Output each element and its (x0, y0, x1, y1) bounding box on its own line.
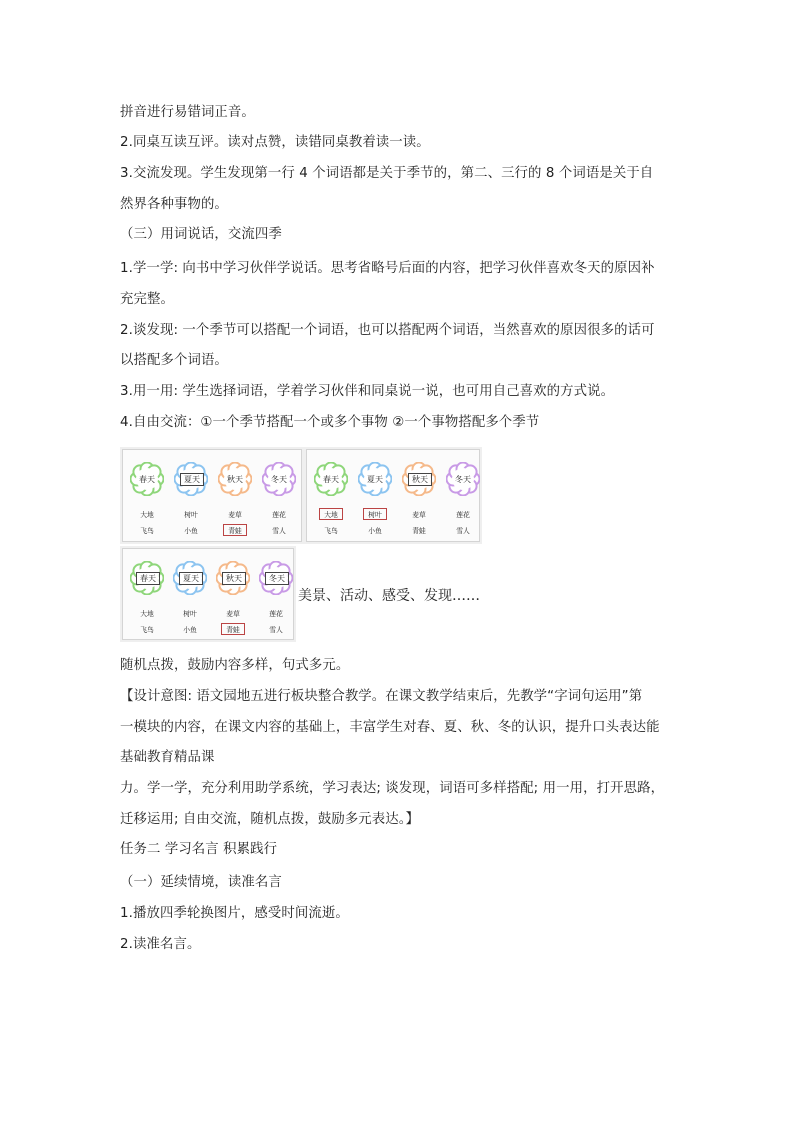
design-intent-line: 迁移运用; 自由交流，随机点拨，鼓励多元表达。】 (120, 812, 420, 827)
season-label: 春天 (323, 475, 339, 484)
paragraph-line: 充完整。 (120, 292, 174, 307)
nature-word: 小鱼 (368, 527, 382, 535)
nature-word: 飞鸟 (140, 626, 154, 634)
paragraph-line: 2.同桌互读互评。读对点赞，读错同桌教着读一读。 (120, 135, 430, 150)
season-matching-figure (120, 447, 504, 639)
nature-word: 雪人 (269, 626, 283, 634)
paragraph-line: 以搭配多个词语。 (120, 353, 228, 368)
nature-word: 麦草 (226, 610, 240, 618)
nature-word: 小鱼 (184, 527, 198, 535)
paragraph-line: 然界各种事物的。 (120, 197, 228, 212)
season-label: 春天 (139, 475, 155, 484)
season-label: 冬天 (271, 475, 287, 484)
season-label: 夏天 (367, 475, 383, 484)
nature-word: 莲花 (272, 511, 286, 519)
nature-word: 雪人 (456, 527, 470, 535)
nature-word: 大地 (140, 511, 154, 519)
nature-word: 树叶 (364, 509, 386, 519)
paragraph-line: 拼音进行易错词正音。 (120, 105, 255, 120)
design-intent-line: 力。学一学，充分利用助学系统，学习表达; 谈发现，词语可多样搭配; 用一用，打开思路， (120, 781, 665, 796)
nature-word: 大地 (140, 610, 154, 618)
paragraph-line: 2.读准名言。 (120, 937, 201, 952)
watermark-text: 基础教育精品课 (120, 750, 215, 765)
nature-word: 麦草 (412, 511, 426, 519)
nature-word: 麦草 (228, 511, 242, 519)
section-heading: （三）用词说话，交流四季 (120, 227, 282, 242)
nature-word: 树叶 (184, 511, 198, 519)
season-label: 冬天 (455, 475, 471, 484)
nature-word: 雪人 (272, 527, 286, 535)
nature-word: 青蛙 (224, 525, 246, 535)
design-intent-line: 一模块的内容，在课文内容的基础上，丰富学生对春、夏、秋、冬的认识，提升口头表达能 (120, 720, 660, 735)
nature-word: 莲花 (456, 511, 470, 519)
nature-word: 青蛙 (412, 527, 426, 535)
season-label: 秋天 (222, 572, 246, 585)
paragraph-line: 4.自由交流：①一个季节搭配一个或多个事物 ②一个事物搭配多个季节 (120, 415, 540, 430)
season-label: 秋天 (227, 475, 243, 484)
nature-word: 飞鸟 (324, 527, 338, 535)
season-label: 冬天 (265, 572, 289, 585)
nature-word: 飞鸟 (140, 527, 154, 535)
section-heading: （一）延续情境，读准名言 (120, 875, 282, 890)
figure-continuation-text: 美景、活动、感受、发现…… (298, 588, 480, 604)
season-label: 夏天 (180, 473, 204, 486)
task-heading: 任务二 学习名言 积累践行 (120, 842, 278, 857)
season-label: 春天 (136, 572, 160, 585)
season-label: 夏天 (179, 572, 203, 585)
nature-word: 莲花 (269, 610, 283, 618)
paragraph-line: 随机点拨，鼓励内容多样，句式多元。 (120, 658, 350, 673)
nature-word: 大地 (320, 509, 342, 519)
season-label: 秋天 (408, 473, 432, 486)
nature-word: 树叶 (183, 610, 197, 618)
paragraph-line: 1.学一学: 向书中学习伙伴学说话。思考省略号后面的内容，把学习伙伴喜欢冬天的原因补 (120, 261, 655, 276)
nature-word: 小鱼 (183, 626, 197, 634)
design-intent-line: 【设计意图: 语文园地五进行板块整合教学。在课文教学结束后，先教学“字词句运用”第 (120, 689, 643, 704)
nature-word: 青蛙 (222, 624, 244, 634)
paragraph-line: 2.谈发现: 一个季节可以搭配一个词语，也可以搭配两个词语，当然喜欢的原因很多的话可 (120, 323, 655, 338)
paragraph-line: 1.播放四季轮换图片，感受时间流逝。 (120, 906, 349, 921)
paragraph-line: 3.交流发现。学生发现第一行 4 个词语都是关于季节的，第二、三行的 8 个词语是关于自 (120, 166, 654, 181)
paragraph-line: 3.用一用: 学生选择词语，学着学习伙伴和同桌说一说，也可用自己喜欢的方式说。 (120, 384, 615, 399)
